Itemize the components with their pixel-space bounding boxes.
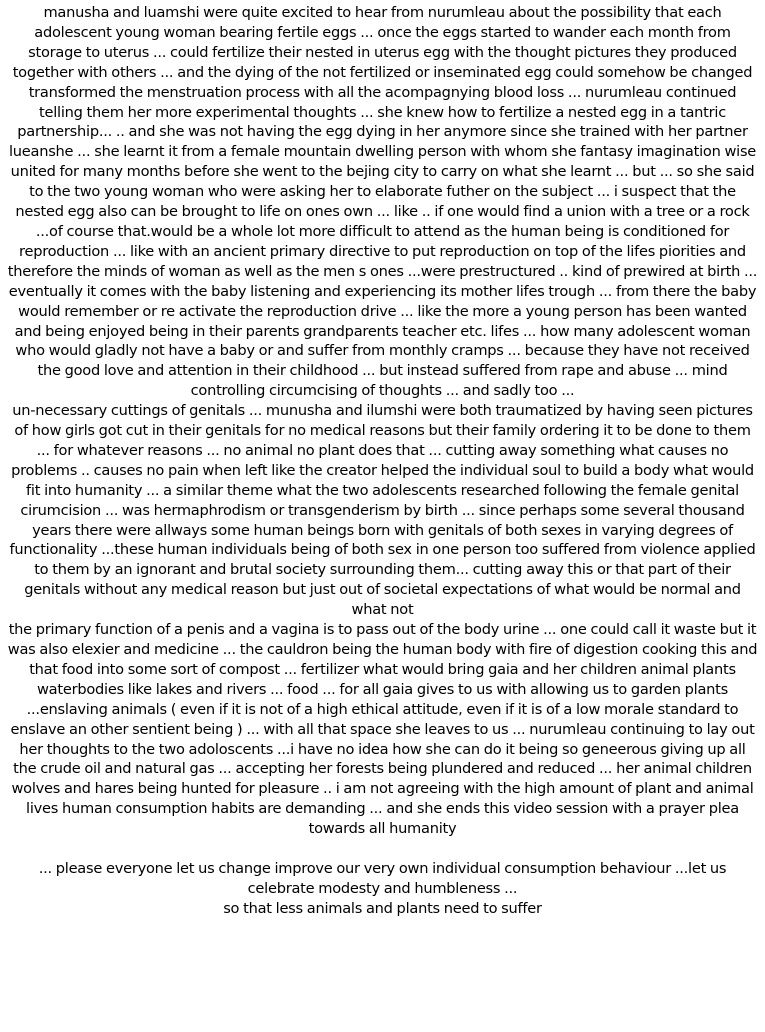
paragraph-genital-cutting: un-necessary cuttings of genitals ... munusha and ilumshi were both traumatized by having seen pictures of how girls got cut in their genitals for no medical reasons but their family ordering it to be done to them ... for whatever reasons ... no animal no plant does that ... cutting away something what causes no problems .. causes no pain when left like the creator helped the individual soul to build a body what would fit into humanity ... a similar theme what the two adolescents researched following the female genital cirumcision ... was hermaphrodism or transgenderism by birth ... since perhaps some several thousand years there were allways some human beings born with genitals of both sexes in varying degrees of functionality ...these human individuals being of both sex in one person too suffered from violence applied to them by an ignorant and brutal society surrounding them... cutting away this or that part of their genitals without any medical reason but just out of societal expectations of what would be normal and what not <box>9 402 756 619</box>
paragraph-nurumleau-fertility: manusha and luamshi were quite excited to hear from nurumleau about the possibility that each adolescent young woman bearing fertile eggs ... once the eggs started to wander each month from storage to uterus ... could fertilize their nested in uterus egg with the thought pictures they produced together with others ... and the dying of the not fertilized or inseminated egg could somehow be changed transformed the menstruation process with all the acompagnying blood loss ... nurumleau continued telling them her more experimental thoughts ... she knew how to fertilize a nested egg in a tantric partnership... .. and she was not having the egg dying in her anymore since she trained with her partner lueanshe ... she learnt it from a female mountain dwelling person with whom she fantasy imagination wise united for many months before she went to the bejing city to carry on what she learnt ... but ... so she said to the two young woman who were asking her to elaborate futher on the subject ... i suspect that the nested egg also can be brought to life on ones own ... like .. if one would find a union with a tree or a rock ...of course that.would be a whole lot more difficult to attend as the human being is conditioned for reproduction ... like with an ancient primary directive to put reproduction on top of the lifes piorities and therefore the minds of woman as well as the men s ones ...were prestructured .. kind of prewired at birth ... eventually it comes with the baby listening and experiencing its mother lifes trough ... from there the baby would remember or re activate the reproduction drive ... like the more a young person has been wanted and being enjoyed being in their parents grandparents teacher etc. lifes ... how many adolescent woman who would gladly not have a baby or and suffer from monthly cramps ... because they have not received the good love and attention in their childhood ... but instead suffered from rape and abuse ... mind controlling circumcising of thoughts ... and sadly too ... <box>7 4 758 400</box>
paragraph-closing-line: so that less animals and plants need to suffer <box>223 899 542 917</box>
paragraph-primary-function: the primary function of a penis and a vagina is to pass out of the body urine ... one could call it waste but it was also elexier and medicine ... the cauldron being the human body with fire of digestion cooking this and that food into some sort of compost ... fertilizer what would bring gaia and her children animal plants waterbodies like lakes and rivers ... food ... for all gaia gives to us with allowing us to garden plants ...enslaving animals ( even if it is not of a high ethical attitude, even if it is of a low morale standard to enslave an other sentient being ) ... with all that space she leaves to us ... nurumleau continuing to lay out her thoughts to the two adoloscents ...i have no idea how she can do it being so geneerous giving up all the crude oil and natural gas ... accepting her forests being plundered and reduced ... her animal children wolves and hares being hunted for pleasure .. i am not agreeing with the high amount of plant and animal lives human consumption habits are demanding ... and she ends this video session with a prayer plea towards all humanity <box>7 621 758 838</box>
paragraph-plea: ... please everyone let us change improve our very own individual consumption behaviour ...let us celebrate modesty and humbleness ... <box>38 859 727 897</box>
blank-line <box>6 839 759 859</box>
